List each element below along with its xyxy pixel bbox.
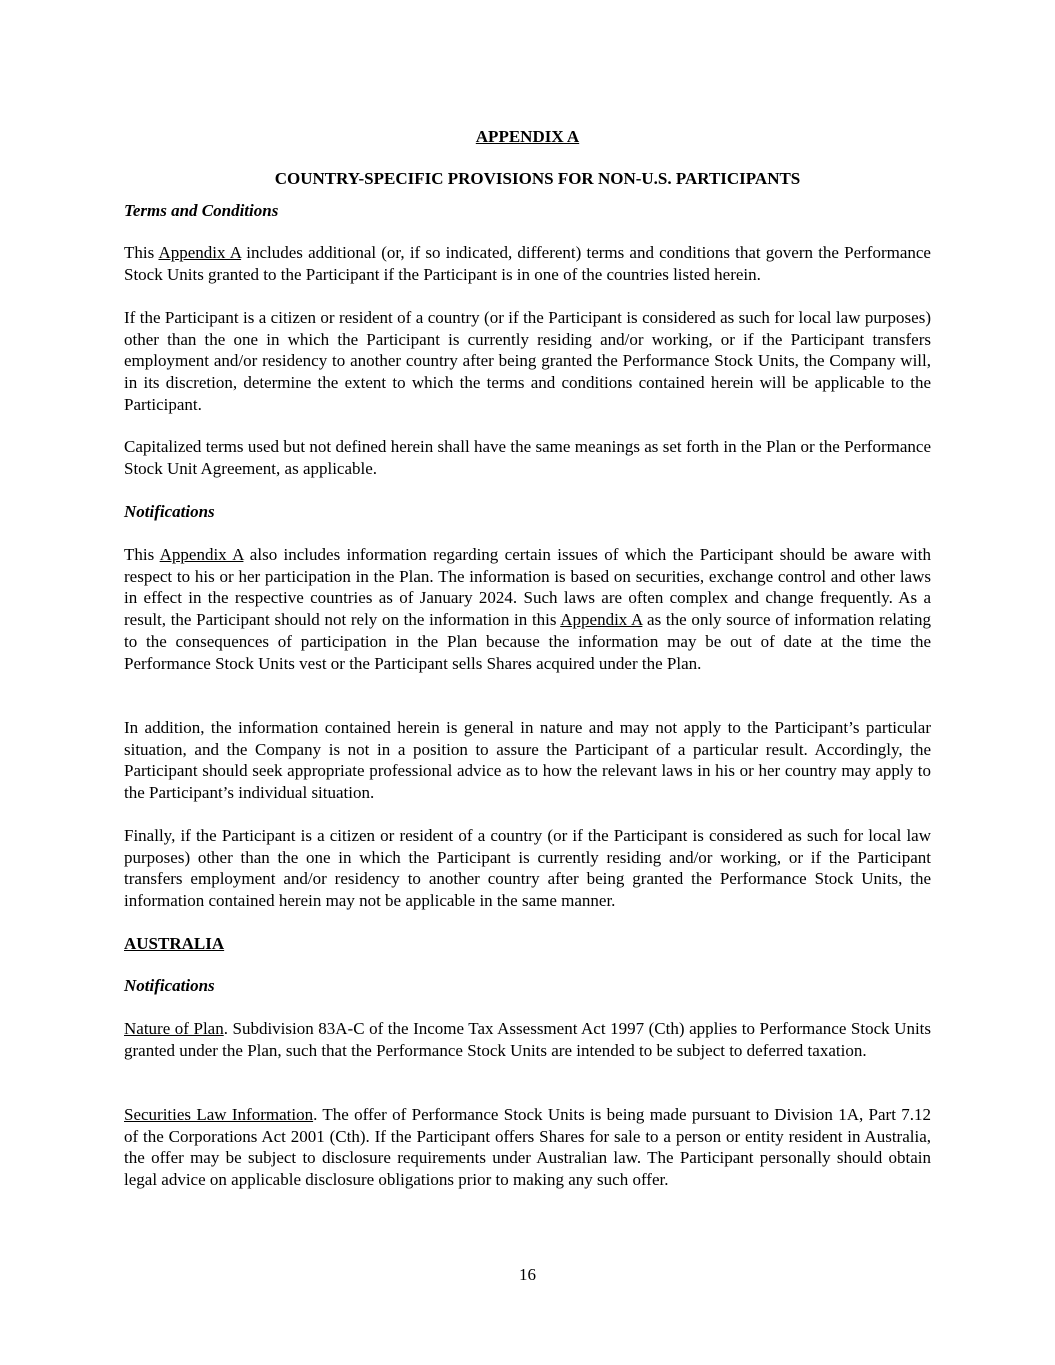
paragraph-information <box>124 544 931 674</box>
paragraph-text: This <box>124 545 160 564</box>
paragraph-text: also includes information regarding certain issues of which the Participant should be aware with respect to his or her participation in the Plan. The information is based on securities, exchange control and other laws in effect in the respective countries as of January 2024. Such laws are often complex and change frequently. As a result, the Participant should not rely on the information in this <box>124 545 931 630</box>
paragraph-text: as the only source of information relating to the consequences of participation in the Plan because the information may be out of date at the time the Performance Stock Units vest or the Participant sells Shares acquired under the Plan. <box>124 610 931 673</box>
australia-notifications-heading: Notifications <box>124 976 215 995</box>
paragraph-general-nature: In addition, the information contained herein is general in nature and may not apply to the Participant’s particular situation, and the Company is not in a position to assure the Participant of a particular result. Accordingly, the Participant should seek appropriate professional advice as to how the relevant laws in his or her country may apply to the Participant’s individual situation. <box>124 718 931 803</box>
appendix-reference: Appendix A <box>158 243 242 262</box>
terms-heading: Terms and Conditions <box>124 201 279 220</box>
paragraph-text: includes additional (or, if so indicated, different) terms and conditions that govern the Performance Stock Units granted to the Participant if the Participant is in one of the countries listed herein. <box>124 243 931 284</box>
paragraph-securities-law <box>124 1104 931 1191</box>
paragraph-text: This <box>124 243 159 262</box>
page-number: 16 <box>519 1265 536 1284</box>
paragraph-capitalized-terms: Capitalized terms used but not defined herein shall have the same meanings as set forth in the Plan or the Performance Stock Unit Agreement, as applicable. <box>124 437 931 478</box>
appendix-title: APPENDIX A <box>475 127 580 146</box>
nature-of-plan-label: Nature of Plan <box>124 1019 224 1038</box>
paragraph-text: . The offer of Performance Stock Units is being made pursuant to Division 1A, Part 7.12 of the Corporations Act 2001 (Cth). If the Participant offers Shares for sale to a person or entity resident in Australia, the offer may be subject to disclosure requirements under Australian law. The Participant personally should obtain legal advice on applicable disclosure obligations prior to making any such offer. <box>124 1105 931 1190</box>
appendix-subtitle: COUNTRY-SPECIFIC PROVISIONS FOR NON-U.S. PARTICIPANTS <box>274 169 801 188</box>
appendix-reference: Appendix A <box>560 610 643 630</box>
paragraph-finally: Finally, if the Participant is a citizen or resident of a country (or if the Participant is considered as such for local law purposes) other than the one in which the Participant is currently residing and/or working, or if the Participant transfers employment and/or residency to another country after being granted the Performance Stock Units, the information contained herein may not be applicable in the same manner. <box>124 826 931 911</box>
appendix-reference: Appendix A <box>159 545 244 564</box>
paragraph-terms-scope <box>124 242 931 285</box>
securities-law-label: Securities Law Information <box>124 1105 314 1124</box>
paragraph-text: . Subdivision 83A-C of the Income Tax Assessment Act 1997 (Cth) applies to Performance Stock Units granted under the Plan, such that the Performance Stock Units are intended to be subject to deferred taxation. <box>124 1019 932 1060</box>
paragraph-relocation: If the Participant is a citizen or resident of a country (or if the Participant is considered as such for local law purposes) other than the one in which the Participant is currently residing and/or working, or if the Participant transfers employment and/or residency to another country after being granted the Performance Stock Units, the Company will, in its discretion, determine the extent to which the terms and conditions contained herein will be applicable to the Participant. <box>124 308 931 414</box>
paragraph-nature-of-plan <box>124 1018 931 1061</box>
australia-heading: AUSTRALIA <box>124 934 225 953</box>
notifications-heading: Notifications <box>124 502 215 521</box>
